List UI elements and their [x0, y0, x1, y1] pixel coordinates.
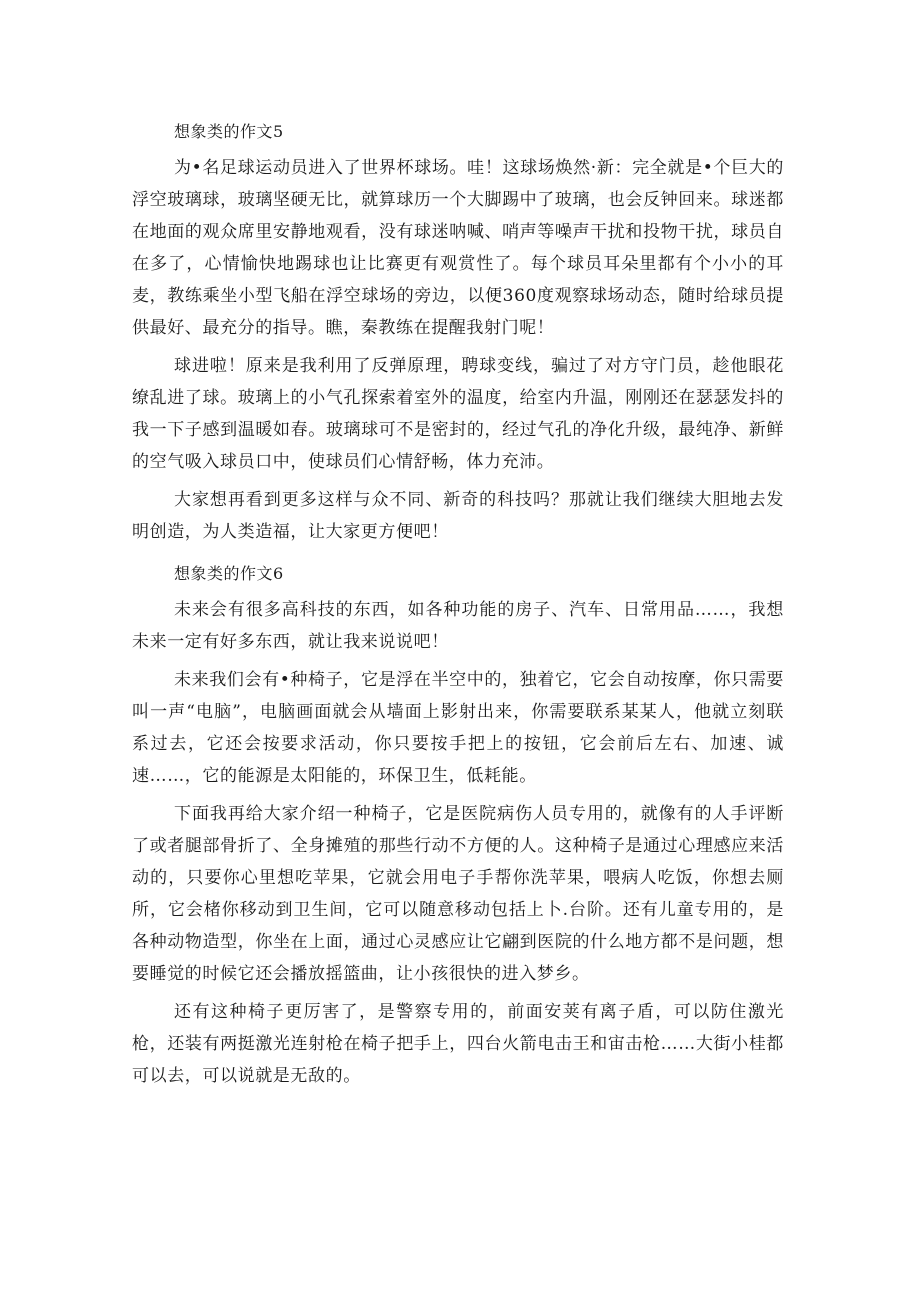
paragraph: 为•名足球运动员进入了世界杯球场。哇！这球场焕然·新：完全就是•个巨大的浮空玻璃球，玻璃坚硬无比，就算球历一个大脚踢中了玻璃，也会反钟回来。球迷都在地面的观众席里安静地观看，没有球迷呐喊、哨声等噪声干扰和投物干扰，球员自在多了，心情愉快地踢球也让比赛更有观赏性了。每个球员耳朵里都有个小小的耳麦，教练乘坐小型飞船在浮空球场的旁边，以便360度观察球场动态，随时给球员提供最好、最充分的指导。瞧，秦教练在提醒我射门呢！: [132, 158, 784, 338]
paragraph: 还有这种椅子更厉害了，是警察专用的，前面安荚有离子盾，可以防住激光枪，还装有两挺激光连射枪在椅子把手上，四台火箭电击王和宙击枪……大街小桂都可以去，可以说就是无敌的。: [132, 1002, 784, 1086]
document-page: [132, 112, 784, 1098]
essay-title: 想象类的作文5: [174, 122, 284, 141]
essay-5: [132, 112, 784, 554]
essay-title: 想象类的作文6: [174, 564, 284, 583]
paragraph: 未来会有很多高科技的东西，如各种功能的房子、汽车、日常用品……，我想未来一定有好多东西，就让我来说说吧！: [132, 600, 784, 652]
paragraph: 大家想再看到更多这样与众不同、新奇的科技吗？那就让我们继续大胆地去发明创造，为人类造福，让大家更方便吧！: [132, 490, 784, 542]
essay-6: [132, 554, 784, 1098]
paragraph: 未来我们会有•种椅子，它是浮在半空中的，独着它，它会自动按摩，你只需要叫一声“电脑”，电脑画面就会从墙面上影射出来，你需要联系某某人，他就立刻联系过去，它还会按要求活动，你只要按手把上的按钮，它会前后左右、加速、诚速……，它的能源是太阳能的，环保卫生，低耗能。: [132, 670, 784, 786]
paragraph: 下面我再给大家介绍一种椅子，它是医院病伤人员专用的，就像有的人手评断了或者腿部骨折了、全身摊殖的那些行动不方便的人。这种椅子是通过心理感应来活动的，只要你心里想吃苹果，它就会用电子手帮你洗苹果，喂病人吃饭，你想去厕所，它会楮你移动到卫生间，它可以随意移动包括上卜.台阶。还有儿童专用的，是各种动物造型，你坐在上面，通过心灵感应让它翩到医院的什么地方都不是问题，想要睡觉的时候它还会播放摇篮曲，让小孩很快的进入梦乡。: [132, 804, 784, 984]
paragraph: 球进啦！原来是我利用了反弹原理，聘球变线，骗过了对方守门员，趁他眼花缭乱进了球。玻璃上的小气孔探索着室外的温度，给室内升温，刚刚还在瑟瑟发抖的我一下子感到温暖如春。玻璃球可不是密封的，经过气孔的净化升级，最纯净、新鲜的空气吸入球员口中，使球员们心情舒畅，体力充沛。: [132, 356, 784, 472]
